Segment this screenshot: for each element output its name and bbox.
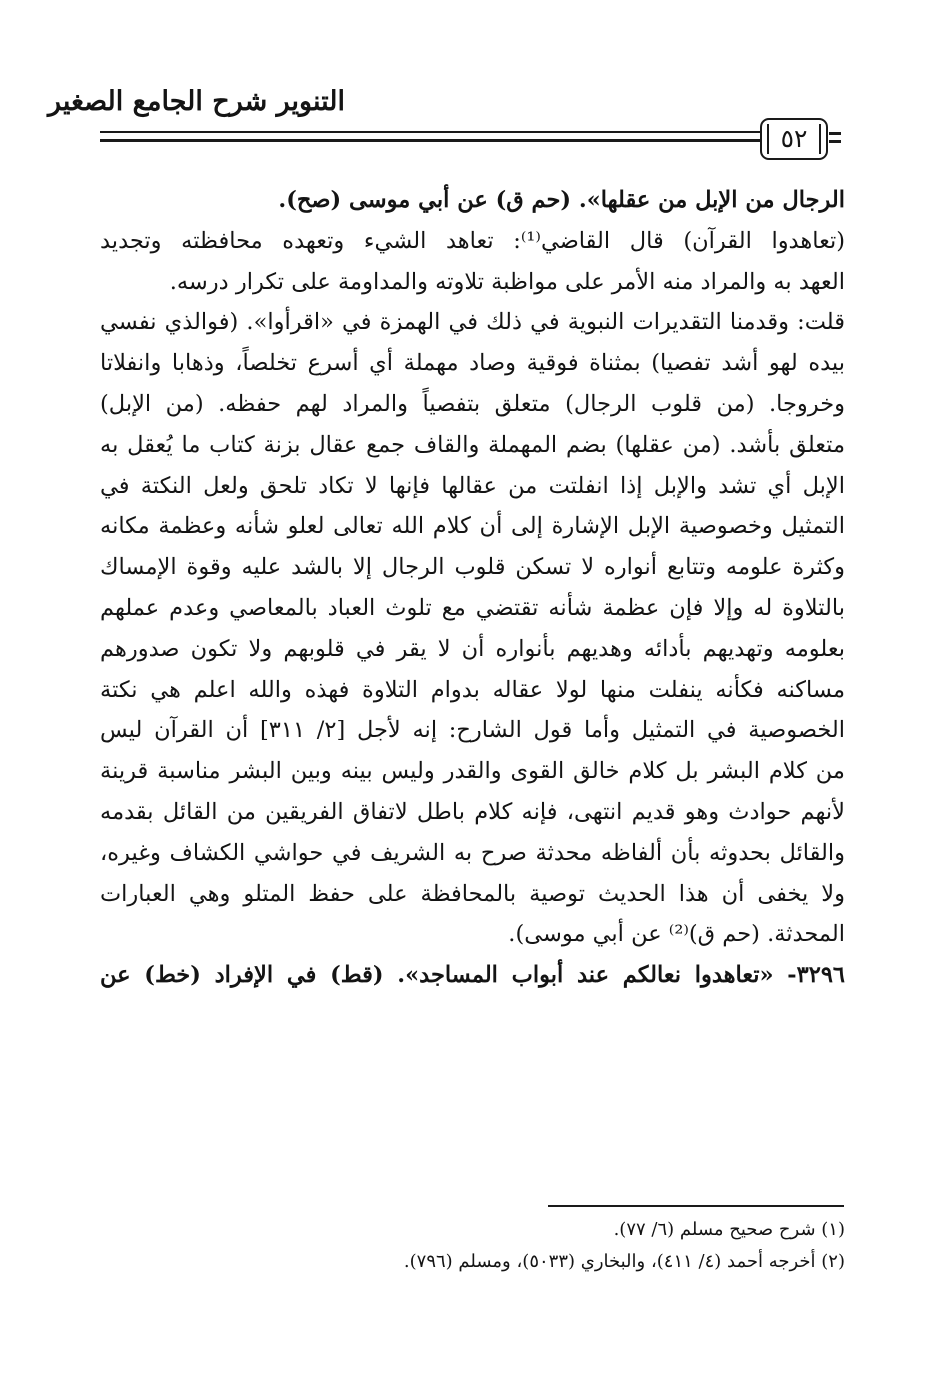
text-line: الرجال من الإبل من عقلها». (حم ق) عن أبي موسى (صح). [278, 187, 845, 213]
text-line: بيده لهو أشد تفصيا) بمثناة فوقية وصاد مهملة أي أسرع تخلصاً، وذهابا وانفلاتا [100, 350, 845, 377]
footnote-separator [548, 1205, 844, 1207]
text-line: وكثرة علومه وتتابع أنواره لا تسكن قلوب الرجال إلا بالشد عليه وقوة الإمساك [100, 554, 845, 581]
text-line: (تعاهدوا القرآن) قال القاضي⁽¹⁾: تعاهد الشيء وتعهده محافظته وتجديد [100, 227, 845, 254]
text-line: متعلق بأشد. (من عقلها) بضم المهملة والقاف جمع عقال بزنة كتاب ما يُعقل به [100, 431, 845, 458]
text-line: ولا يخفى أن هذا الحديث توصية بالمحافظة على حفظ المتلو وهي العبارات [100, 880, 845, 907]
hadith-heading: ٣٢٩٦- «تعاهدوا نعالكم عند أبواب المساجد». (قط) في الإفراد (خط) عن [100, 962, 845, 989]
header-rule-thin [100, 131, 820, 133]
text-line: العهد به والمراد منه الأمر على مواظبة تلاوته والمداومة على تكرار درسه. [169, 268, 845, 295]
header-ornament-dash [829, 132, 841, 135]
text-line: قلت: وقدمنا التقديرات النبوية في ذلك في الهمزة في «اقرأوا». (فوالذي نفسي [100, 309, 845, 336]
footnotes [360, 1214, 845, 1278]
text-line: بالتلاوة له وإلا فإن عظمة شأنه تقتضي مع تلوث العباد بالمعاصي وعدم عملهم [100, 594, 845, 621]
text-line: وخروجا. (من قلوب الرجال) متعلق بتفصياً والمراد لهم حفظه. (من الإبل) [100, 390, 845, 417]
main-text [100, 180, 845, 996]
footnote-2: (٢) أخرجه أحمد (٤/ ٤١١)، والبخاري (٥٠٣٣)، ومسلم (٧٩٦). [403, 1251, 845, 1272]
text-line: المحدثة. (حم ق)⁽²⁾ عن أبي موسى). [508, 921, 845, 948]
header-ornament-dash [829, 140, 841, 143]
text-line: من كلام البشر بل كلام خالق القوى والقدر وليس بينه وبين البشر مناسبة قرينة [100, 758, 845, 785]
page-number: ٥٢ [760, 118, 828, 160]
text-line: لأنهم حوادث وهو قديم انتهى، فإنه كلام باطل لاتفاق الفريقين من القائل بقدمه [100, 798, 845, 825]
header-rule-thick [100, 139, 820, 142]
text-line: مساكنه فكأنه ينفلت منها لولا عقاله بدوام التلاوة فهذه والله اعلم هي نكتة [100, 676, 845, 703]
text-line: الإبل أي تشد والإبل إذا انفلتت من عقالها فإنها لا تكاد تلحق ولعل النكتة في [100, 472, 845, 499]
text-line: بعلومه وتهديهم بأدائه وهديهم بأنواره أن لا يقر في قلوبهم ولا تكون صدورهم [100, 635, 845, 662]
text-line: التمثيل وخصوصية الإبل الإشارة إلى أن كلام الله تعالى لعلو شأنه وعظمة مكانه [100, 513, 845, 540]
text-line: الخصوصية في التمثيل وأما قول الشارح: إنه لأجل [٢/ ٣١١] أن القرآن ليس [100, 717, 845, 744]
text-line: والقائل بحدوثه بأن ألفاظه محدثة صرح به الشريف في حواشي الكشاف وغيره، [100, 839, 845, 866]
footnote-1: (١) شرح صحيح مسلم (٦/ ٧٧). [613, 1219, 845, 1240]
book-title: التنوير شرح الجامع الصغير [48, 86, 345, 117]
